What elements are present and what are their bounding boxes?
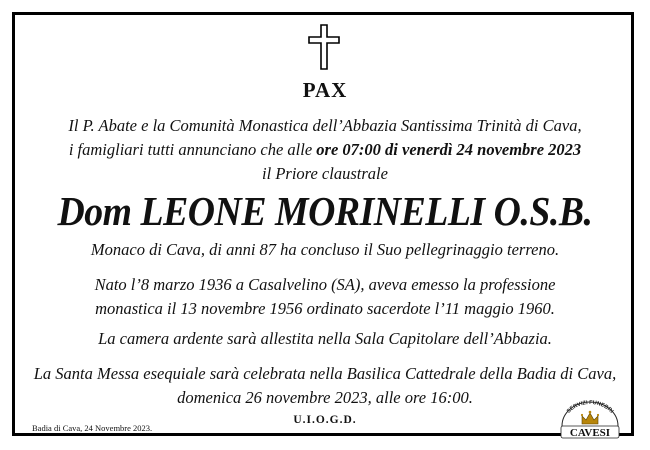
intro-line-2 bbox=[0, 140, 650, 160]
mass-line-1: La Santa Messa esequiale sarà celebrata nella Basilica Cattedrale della Badia di Cava, bbox=[33, 364, 617, 383]
intro-line-1: Il P. Abate e la Comunità Monastica dell’Abbazia Santissima Trinità di Cava, bbox=[68, 116, 582, 135]
place-date: Badia di Cava, 24 Novembre 2023. bbox=[32, 423, 153, 433]
chapel-line: La camera ardente sarà allestita nella Sala Capitolare dell’Abbazia. bbox=[98, 329, 552, 348]
logo-top-text: SERVIZI FUNEBRI bbox=[565, 400, 615, 415]
acronym: U.I.O.G.D. bbox=[293, 414, 357, 426]
intro-line-3: il Priore claustrale bbox=[262, 164, 388, 183]
mass-line-2: domenica 26 novembre 2023, alle ore 16:00. bbox=[177, 388, 473, 407]
death-time: ore 07:00 di venerdì 24 novembre 2023 bbox=[316, 140, 582, 159]
logo-main-text: CAVESI bbox=[569, 427, 611, 439]
heading-pax: PAX bbox=[302, 78, 348, 102]
monk-line: Monaco di Cava, di anni 87 ha concluso il Suo pellegrinaggio terreno. bbox=[90, 240, 560, 259]
birth-line-1: Nato l’8 marzo 1936 a Casalvelino (SA), aveva emesso la professione bbox=[94, 275, 556, 294]
intro-line-2-text: i famigliari tutti annunciano che alle bbox=[68, 140, 317, 159]
birth-line-2: monastica il 13 novembre 1956 ordinato sacerdote l’11 maggio 1960. bbox=[95, 299, 555, 318]
cross-icon bbox=[308, 24, 340, 70]
funeral-service-logo bbox=[558, 400, 622, 440]
crown-icon bbox=[581, 411, 599, 424]
deceased-name: Dom LEONE MORINELLI O.S.B. bbox=[57, 188, 593, 234]
